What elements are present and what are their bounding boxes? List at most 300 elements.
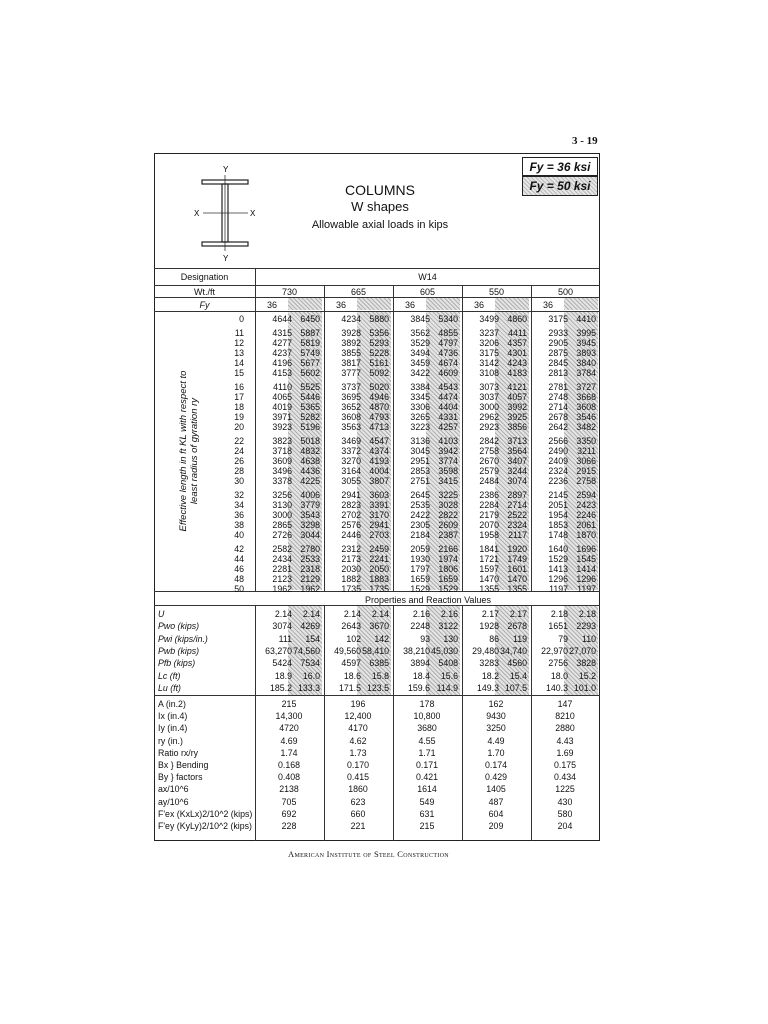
load-cell: 2951	[410, 456, 430, 466]
load-cell: 5092	[369, 368, 389, 378]
load-cell: 1529	[438, 584, 458, 594]
geometry-label: A (in.2)	[158, 699, 186, 709]
load-cell: 3378	[272, 476, 292, 486]
property-cell: 149.3	[476, 682, 499, 693]
load-cell: 3494	[410, 348, 430, 358]
geometry-cell: 204	[557, 821, 573, 831]
property-cell: 5424	[272, 658, 292, 669]
load-cell: 1797	[410, 564, 430, 574]
fy-value: 36	[473, 300, 484, 310]
shaded-column-50ksi	[357, 298, 391, 310]
property-cell: 4269	[300, 621, 320, 632]
load-cell: 2284	[479, 500, 499, 510]
load-cell: 4193	[369, 456, 389, 466]
geometry-cell: 14,300	[275, 711, 303, 722]
property-cell: 15.2	[578, 670, 596, 681]
load-cell: 5749	[300, 348, 320, 358]
geometry-label: By } factors	[158, 772, 203, 783]
load-cell: 3713	[507, 436, 527, 446]
property-cell: 15.8	[371, 670, 389, 681]
property-cell: 2.14	[371, 609, 389, 619]
divider	[154, 285, 600, 286]
weight-value: 665	[350, 287, 367, 297]
load-cell: 3945	[576, 338, 596, 348]
load-cell: 2050	[369, 564, 389, 574]
fy-50-badge: Fy = 50 ksi	[522, 176, 598, 196]
geometry-cell: 1860	[348, 784, 368, 795]
property-cell: 86	[489, 633, 499, 644]
load-cell: 3256	[272, 490, 292, 500]
geometry-cell: 215	[419, 821, 435, 831]
load-cell: 5677	[300, 358, 320, 368]
property-cell: 2.18	[578, 609, 596, 619]
divider	[154, 268, 600, 269]
geometry-cell: 147	[557, 699, 573, 709]
load-cell: 1414	[576, 564, 596, 574]
property-cell: 171.5	[338, 682, 361, 693]
property-cell: 79	[558, 633, 568, 644]
load-cell: 1597	[479, 564, 499, 574]
property-cell: 6385	[369, 658, 389, 669]
geometry-cell: 660	[350, 808, 366, 819]
x-axis-right-label: X	[250, 209, 256, 218]
load-cell: 4121	[507, 382, 527, 392]
property-cell: 2.14	[343, 609, 361, 619]
load-cell: 3175	[479, 348, 499, 358]
property-cell: 2.17	[481, 609, 499, 619]
load-cell: 4860	[507, 314, 527, 324]
load-cell: 4411	[508, 328, 527, 338]
load-cell: 2166	[438, 544, 458, 554]
property-cell: 29,480	[472, 645, 499, 656]
load-cell: 1659	[410, 574, 430, 584]
load-cell: 2318	[300, 564, 320, 574]
property-cell: 154	[305, 633, 320, 644]
load-cell: 3603	[369, 490, 389, 500]
geometry-cell: 705	[281, 796, 297, 807]
load-cell: 5020	[369, 382, 389, 392]
kl-value: 28	[234, 466, 244, 476]
load-cell: 2241	[369, 554, 389, 564]
load-cell: 4404	[438, 402, 458, 412]
designation-label: Designation	[180, 272, 229, 282]
property-cell: 15.6	[440, 670, 458, 681]
geometry-cell: 2880	[555, 723, 575, 734]
load-cell: 2535	[410, 500, 430, 510]
load-cell: 1470	[507, 574, 527, 584]
load-cell: 5196	[300, 422, 320, 432]
divider	[154, 695, 600, 696]
load-cell: 2324	[548, 466, 568, 476]
load-cell: 2179	[479, 510, 499, 520]
kl-value: 24	[234, 446, 244, 456]
property-cell: 2.17	[509, 609, 527, 619]
load-cell: 4006	[300, 490, 320, 500]
property-cell: 74,560	[293, 645, 320, 656]
load-cell: 2566	[548, 436, 568, 446]
load-cell: 3893	[576, 348, 596, 358]
geometry-label: Bx } Bending	[158, 760, 209, 770]
fy-label: Fy	[199, 300, 210, 310]
geometry-cell: 1.73	[349, 747, 367, 758]
load-cell: 1870	[576, 530, 596, 540]
load-cell: 2726	[272, 530, 292, 540]
x-axis-left-label: X	[194, 209, 200, 218]
load-cell: 2780	[300, 544, 320, 554]
load-cell: 4713	[369, 422, 389, 432]
load-cell: 1355	[479, 584, 499, 594]
load-cell: 3045	[410, 446, 430, 456]
load-cell: 4243	[507, 358, 527, 368]
property-cell: 18.0	[550, 670, 568, 681]
kl-value: 36	[234, 510, 244, 520]
load-cell: 2061	[576, 520, 596, 530]
property-cell: 133.3	[297, 682, 320, 693]
property-cell: 22,970	[541, 645, 568, 656]
y-axis-top-label: Y	[223, 165, 229, 174]
load-cell: 2703	[369, 530, 389, 540]
property-label: Lu (ft)	[158, 682, 181, 693]
load-cell: 2533	[300, 554, 320, 564]
load-cell: 1529	[548, 554, 568, 564]
kl-value: 13	[234, 348, 244, 358]
kl-value: 14	[234, 358, 244, 368]
property-cell: 2.14	[302, 609, 320, 619]
load-cell: 3037	[479, 392, 499, 402]
load-cell: 4832	[300, 446, 320, 456]
load-cell: 4797	[438, 338, 458, 348]
geometry-cell: 221	[350, 821, 366, 831]
geometry-cell: 0.174	[484, 760, 507, 770]
kl-value: 19	[234, 412, 244, 422]
load-cell: 3244	[507, 466, 527, 476]
load-cell: 1853	[548, 520, 568, 530]
geometry-cell: 1225	[555, 784, 575, 795]
property-cell: 18.6	[343, 670, 361, 681]
geometry-cell: 178	[419, 699, 435, 709]
geometry-cell: 162	[488, 699, 504, 709]
load-cell: 4331	[438, 412, 458, 422]
load-cell: 5365	[300, 402, 320, 412]
property-cell: 18.9	[274, 670, 292, 681]
kl-value: 40	[234, 530, 244, 540]
kl-value: 34	[234, 500, 244, 510]
load-cell: 3543	[300, 510, 320, 520]
load-cell: 3855	[341, 348, 361, 358]
load-cell: 2678	[548, 412, 568, 422]
load-cell: 1413	[548, 564, 568, 574]
load-cell: 5446	[300, 392, 320, 402]
geometry-cell: 8210	[555, 711, 575, 722]
geometry-cell: 12,400	[344, 711, 372, 722]
load-cell: 4644	[272, 314, 292, 324]
kl-axis-label: Effective length in ft KL with respect to least radius of gyration ry	[178, 370, 200, 532]
load-cell: 5602	[300, 368, 320, 378]
property-cell: 93	[420, 633, 430, 644]
geometry-label: Ratio rx/ry	[158, 747, 199, 758]
load-cell: 3055	[341, 476, 361, 486]
shaded-column-50ksi	[288, 298, 322, 310]
load-cell: 3856	[507, 422, 527, 432]
load-cell: 3777	[341, 368, 361, 378]
load-cell: 2897	[507, 490, 527, 500]
divider	[255, 268, 256, 591]
load-cell: 4301	[507, 348, 527, 358]
geometry-cell: 0.170	[346, 760, 369, 770]
load-cell: 2490	[548, 446, 568, 456]
load-cell: 3000	[479, 402, 499, 412]
geometry-cell: 4.55	[418, 735, 436, 746]
load-cell: 3925	[507, 412, 527, 422]
property-label: Pwb (kips)	[158, 645, 200, 656]
kl-value: 44	[234, 554, 244, 564]
load-cell: 3482	[576, 422, 596, 432]
geometry-cell: 9430	[486, 711, 506, 722]
load-cell: 2941	[341, 490, 361, 500]
weight-value: 730	[281, 287, 298, 297]
geometry-cell: 623	[350, 796, 366, 807]
load-cell: 1920	[507, 544, 527, 554]
load-cell: 3000	[272, 510, 292, 520]
geometry-cell: 0.408	[277, 772, 300, 783]
load-cell: 2748	[548, 392, 568, 402]
geometry-cell: 0.421	[415, 772, 438, 783]
load-cell: 3546	[576, 412, 596, 422]
geometry-cell: 3680	[417, 723, 437, 734]
geometry-cell: 10,800	[413, 711, 441, 722]
load-cell: 1749	[507, 554, 527, 564]
geometry-cell: 4.49	[487, 735, 505, 746]
geometry-cell: 0.429	[484, 772, 507, 783]
load-cell: 4793	[369, 412, 389, 422]
property-label: Pwo (kips)	[158, 621, 200, 632]
load-cell: 4674	[438, 358, 458, 368]
load-cell: 3298	[300, 520, 320, 530]
property-cell: 142	[374, 633, 389, 644]
load-cell: 3028	[438, 500, 458, 510]
geometry-cell: 4.62	[349, 735, 367, 746]
load-cell: 4855	[438, 328, 458, 338]
load-cell: 3784	[576, 368, 596, 378]
load-cell: 3609	[272, 456, 292, 466]
load-cell: 5018	[300, 436, 320, 446]
load-cell: 2842	[479, 436, 499, 446]
property-cell: 3828	[576, 658, 596, 669]
divider	[531, 605, 532, 841]
geometry-cell: 3250	[486, 723, 506, 734]
geometry-cell: 0.175	[553, 760, 576, 770]
load-cell: 2714	[507, 500, 527, 510]
load-cell: 2845	[548, 358, 568, 368]
load-cell: 2822	[438, 510, 458, 520]
load-cell: 2714	[548, 402, 568, 412]
geometry-cell: 0.168	[277, 760, 300, 770]
load-cell: 1962	[300, 584, 320, 594]
load-cell: 1197	[549, 584, 568, 594]
load-cell: 3817	[341, 358, 361, 368]
load-cell: 2446	[341, 530, 361, 540]
load-cell: 2915	[576, 466, 596, 476]
property-cell: 18.4	[412, 670, 430, 681]
property-cell: 101.0	[573, 682, 596, 693]
property-cell: 111	[278, 633, 292, 644]
load-cell: 3225	[438, 490, 458, 500]
load-cell: 4410	[576, 314, 596, 324]
w-section-icon	[193, 163, 263, 268]
load-cell: 1355	[507, 584, 527, 594]
geometry-label: ay/10^6	[158, 796, 189, 807]
property-cell: 119	[512, 633, 527, 644]
property-cell: 2.16	[412, 609, 430, 619]
load-cell: 2865	[272, 520, 292, 530]
load-cell: 3928	[341, 328, 361, 338]
kl-value: 48	[234, 574, 244, 584]
load-cell: 2522	[507, 510, 527, 520]
load-cell: 1806	[438, 564, 458, 574]
property-cell: 2643	[341, 621, 361, 632]
load-cell: 4374	[369, 446, 389, 456]
load-cell: 3206	[479, 338, 499, 348]
load-cell: 2070	[479, 520, 499, 530]
load-cell: 5161	[369, 358, 389, 368]
property-cell: 7534	[300, 658, 320, 669]
geometry-label: Iy (in.4)	[158, 723, 188, 734]
property-cell: 2.16	[440, 609, 458, 619]
y-axis-bottom-label: Y	[223, 254, 229, 263]
load-cell: 3992	[507, 402, 527, 412]
property-cell: 18.2	[481, 670, 499, 681]
load-cell: 2324	[507, 520, 527, 530]
title: COLUMNS	[344, 182, 415, 198]
load-cell: 5282	[300, 412, 320, 422]
load-cell: 1882	[341, 574, 361, 584]
load-cell: 2173	[341, 554, 361, 564]
property-cell: 1928	[479, 621, 499, 632]
kl-value: 11	[234, 328, 244, 338]
load-cell: 4547	[369, 436, 389, 446]
load-cell: 3779	[300, 500, 320, 510]
geometry-label: ry (in.)	[158, 735, 183, 746]
properties-title: Properties and Reaction Values	[365, 595, 491, 605]
load-cell: 3223	[410, 422, 430, 432]
load-cell: 4736	[438, 348, 458, 358]
shaded-column-50ksi	[495, 298, 529, 310]
load-cell: 3044	[300, 530, 320, 540]
load-cell: 1721	[479, 554, 499, 564]
geometry-cell: 692	[281, 808, 297, 819]
geometry-cell: 4170	[348, 723, 368, 734]
load-cell: 2758	[576, 476, 596, 486]
load-cell: 3529	[410, 338, 430, 348]
load-cell: 3840	[576, 358, 596, 368]
load-cell: 2923	[479, 422, 499, 432]
load-cell: 5819	[300, 338, 320, 348]
geometry-label: Ix (in.4)	[158, 711, 188, 722]
load-cell: 5525	[300, 382, 320, 392]
load-cell: 4004	[369, 466, 389, 476]
geometry-cell: 631	[419, 808, 435, 819]
property-label: Lc (ft)	[158, 670, 181, 681]
load-cell: 4196	[272, 358, 292, 368]
load-cell: 3459	[410, 358, 430, 368]
kl-value: 42	[234, 544, 244, 554]
property-cell: 3283	[479, 658, 499, 669]
property-cell: 16.0	[302, 670, 320, 681]
geometry-cell: 1.70	[487, 747, 505, 758]
shaded-column-50ksi	[426, 298, 460, 310]
load-cell: 2145	[548, 490, 568, 500]
geometry-cell: 604	[488, 808, 504, 819]
load-cell: 2123	[272, 574, 292, 584]
load-cell: 2246	[576, 510, 596, 520]
load-cell: 3774	[438, 456, 458, 466]
load-cell: 4019	[272, 402, 292, 412]
property-cell: 3122	[438, 621, 458, 632]
weight-value: 550	[488, 287, 505, 297]
kl-value: 20	[234, 422, 244, 432]
property-cell: 45,030	[431, 645, 458, 656]
load-cell: 3971	[272, 412, 292, 422]
property-label: Pfb (kips)	[158, 658, 196, 669]
load-cell: 2941	[369, 520, 389, 530]
load-cell: 4638	[300, 456, 320, 466]
load-cell: 2875	[548, 348, 568, 358]
load-cell: 2423	[576, 500, 596, 510]
load-cell: 2642	[548, 422, 568, 432]
load-cell: 1958	[479, 530, 499, 540]
subtitle: W shapes	[351, 199, 409, 214]
geometry-cell: 0.415	[346, 772, 369, 783]
load-cell: 2459	[369, 544, 389, 554]
fy-value: 36	[266, 300, 277, 310]
property-cell: 27,070	[569, 645, 596, 656]
divider	[324, 605, 325, 841]
property-cell: 110	[581, 633, 596, 644]
geometry-cell: 487	[488, 796, 504, 807]
load-cell: 4057	[507, 392, 527, 402]
fy-36-badge: Fy = 36 ksi	[522, 157, 598, 176]
kl-value: 12	[234, 338, 244, 348]
load-cell: 2576	[341, 520, 361, 530]
load-cell: 2281	[272, 564, 292, 574]
load-cell: 1659	[438, 574, 458, 584]
divider	[531, 285, 532, 591]
kl-value: 32	[234, 490, 244, 500]
load-cell: 3384	[410, 382, 430, 392]
property-cell: 38,210	[403, 645, 430, 656]
load-cell: 3372	[341, 446, 361, 456]
load-cell: 2962	[479, 412, 499, 422]
load-cell: 3807	[369, 476, 389, 486]
load-cell: 2609	[438, 520, 458, 530]
property-cell: 1651	[548, 621, 568, 632]
property-cell: 2678	[507, 621, 527, 632]
property-cell: 2756	[548, 658, 568, 669]
geometry-cell: 2138	[279, 784, 299, 795]
property-cell: 49,560	[334, 645, 361, 656]
divider	[393, 605, 394, 841]
divider	[393, 285, 394, 591]
geometry-cell: 196	[350, 699, 366, 709]
designation-value: W14	[418, 272, 437, 282]
load-cell: 3562	[410, 328, 430, 338]
property-cell: 5408	[438, 658, 458, 669]
load-cell: 2905	[548, 338, 568, 348]
geometry-label: F'ey (KyLy)2/10^2 (kips)	[158, 821, 252, 831]
load-cell: 1974	[438, 554, 458, 564]
load-cell: 6450	[300, 314, 320, 324]
load-cell: 2117	[508, 530, 527, 540]
